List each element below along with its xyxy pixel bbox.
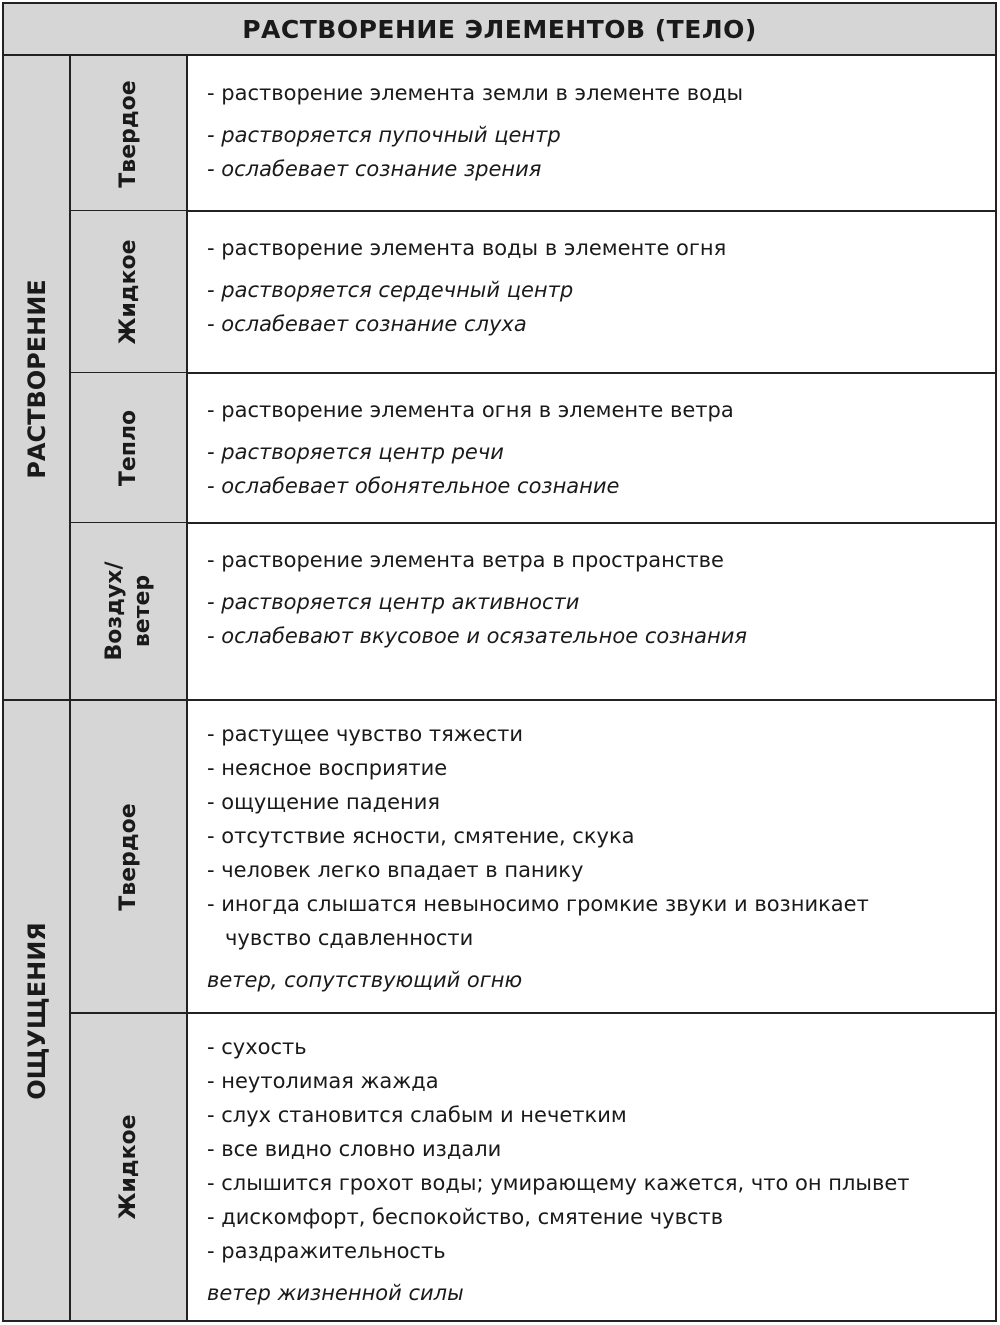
row-label: Тепло: [115, 409, 141, 487]
row-label: [101, 562, 157, 661]
row-label-cell: [71, 211, 188, 373]
content-line: - дискомфорт, беспокойство, смятение чувств: [207, 1205, 724, 1229]
dissolution-table: [2, 2, 997, 1322]
row-label-cell: [71, 56, 188, 211]
row-label: Твердое: [115, 79, 141, 188]
content-line: - ослабевают вкусовое и осязательное сознания: [207, 624, 748, 648]
group-dissolution: [4, 56, 71, 701]
content-line: - иногда слышатся невыносимо громкие звуки и возникает: [207, 892, 869, 916]
group-label: ОЩУЩЕНИЯ: [22, 921, 51, 1100]
content-line: - ощущение падения: [207, 790, 441, 814]
row-label: Жидкое: [115, 1114, 141, 1220]
content-line: - растущее чувство тяжести: [207, 722, 523, 746]
row-label-cell: [71, 701, 188, 1012]
content-line: - человек легко впадает в панику: [207, 858, 584, 882]
content-line: - растворяется сердечный центр: [207, 278, 574, 302]
row-content: [188, 1014, 995, 1320]
table-title: РАСТВОРЕНИЕ ЭЛЕМЕНТОВ (ТЕЛО): [4, 4, 995, 56]
content-line: - растворение элемента земли в элементе воды: [207, 81, 744, 105]
content-line: - неясное восприятие: [207, 756, 448, 780]
content-line: - все видно словно издали: [207, 1137, 502, 1161]
row-label-cell: [71, 523, 188, 699]
content-line: - ослабевает сознание зрения: [207, 157, 542, 181]
row-note: ветер жизненной силы: [207, 1281, 464, 1305]
content-line: - растворяется центр речи: [207, 440, 504, 464]
content-line: - ослабевает сознание слуха: [207, 312, 527, 336]
row-label: Твердое: [115, 802, 141, 911]
row-label-line: ветер: [129, 574, 155, 648]
row-label: Жидкое: [115, 239, 141, 345]
content-line: чувство сдавленности: [225, 926, 474, 950]
row-label-cell: [71, 1014, 188, 1320]
content-line: - сухость: [207, 1035, 307, 1059]
row-content: [188, 701, 995, 1012]
row-content: [188, 211, 995, 373]
group-sensations: [4, 701, 71, 1320]
row-content: [188, 373, 995, 523]
row-content: [188, 523, 995, 699]
row-label-cell: [71, 373, 188, 523]
content-line: - растворение элемента огня в элементе ветра: [207, 398, 734, 422]
content-line: - слух становится слабым и нечетким: [207, 1103, 627, 1127]
content-line: - растворяется пупочный центр: [207, 123, 561, 147]
row-content: [188, 56, 995, 211]
content-line: - растворение элемента ветра в пространстве: [207, 548, 724, 572]
group-label: РАСТВОРЕНИЕ: [22, 278, 51, 479]
row-label-line: Воздух/: [101, 561, 127, 661]
row-note: ветер, сопутствующий огню: [207, 968, 523, 992]
content-line: - отсутствие ясности, смятение, скука: [207, 824, 635, 848]
content-line: - неутолимая жажда: [207, 1069, 439, 1093]
content-line: - ослабевает обонятельное сознание: [207, 474, 620, 498]
content-line: - слышится грохот воды; умирающему кажется, что он плывет: [207, 1171, 910, 1195]
content-line: - раздражительность: [207, 1239, 446, 1263]
content-line: - растворяется центр активности: [207, 590, 580, 614]
content-line: - растворение элемента воды в элементе огня: [207, 236, 727, 260]
